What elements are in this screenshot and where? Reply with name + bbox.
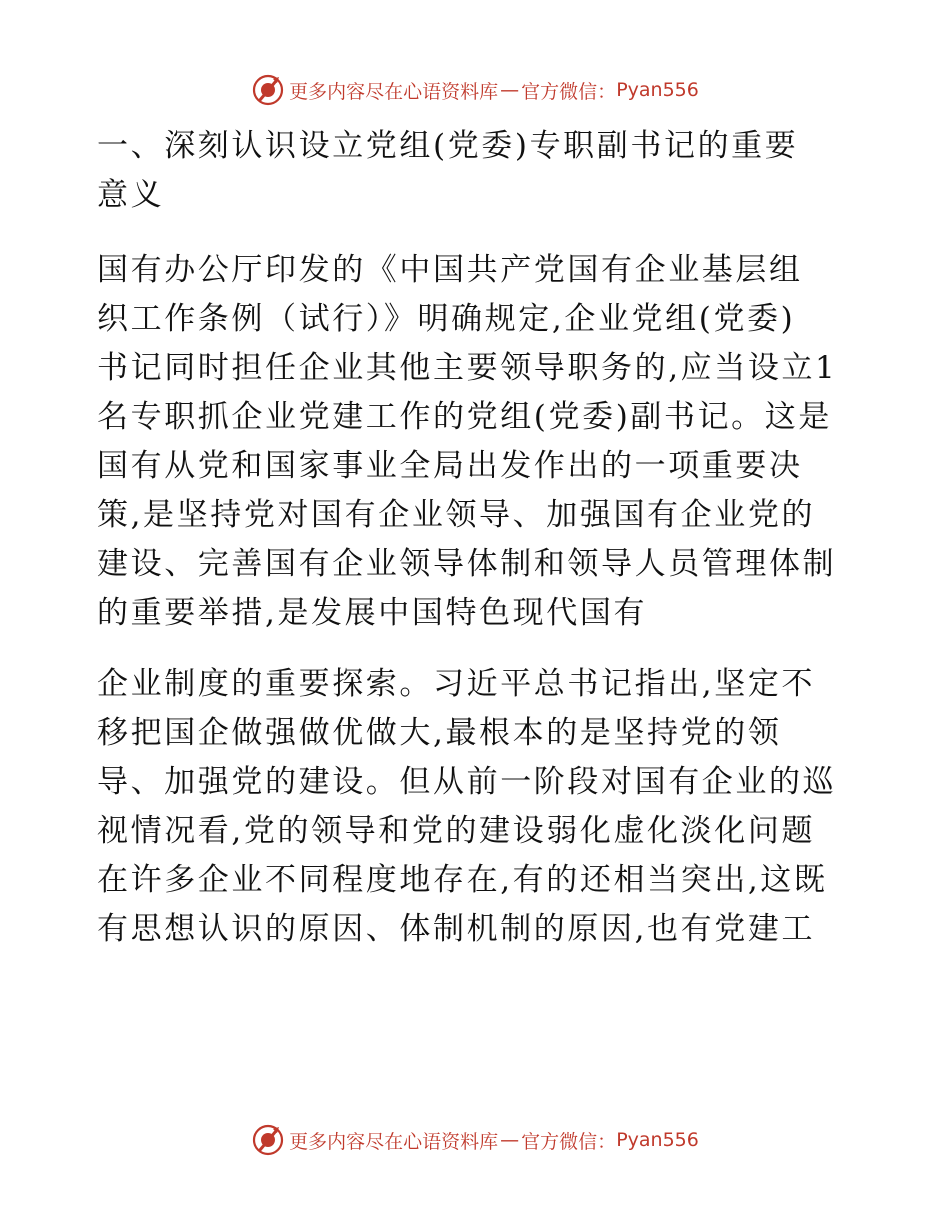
watermark-wechat-id: Pyan556: [616, 1129, 699, 1151]
paragraph-line: 移把国企做强做优做大,最根本的是坚持党的领: [97, 715, 782, 751]
paragraph-line: 在许多企业不同程度地存在,有的还相当突出,这既: [97, 862, 828, 898]
pen-circle-logo-icon: [251, 73, 285, 107]
watermark-wechat-id: Pyan556: [616, 79, 699, 101]
paragraph-line: 名专职抓企业党建工作的党组(党委)副书记。这是: [97, 399, 832, 435]
paragraph-line: 企业制度的重要探索。习近平总书记指出,坚定不: [97, 666, 816, 702]
header-watermark: [0, 70, 950, 110]
watermark-site-text: 更多内容尽在心语资料库: [289, 1130, 499, 1153]
paragraph-2: [97, 660, 857, 954]
paragraph-line: 建设、完善国有企业领导体制和领导人员管理体制: [97, 546, 837, 582]
paragraph-1: [97, 246, 857, 638]
paragraph-line: 书记同时担任企业其他主要领导职务的,应当设立1: [97, 350, 838, 386]
paragraph-line: 的重要举措,是发展中国特色现代国有: [97, 595, 648, 631]
paragraph-line: 策,是坚持党对国有企业领导、加强国有企业党的: [97, 497, 816, 533]
heading-line: 意义: [97, 177, 165, 213]
paragraph-line: 视情况看,党的领导和党的建设弱化虚化淡化问题: [97, 813, 816, 849]
document-body: [97, 122, 857, 954]
paragraph-line: 国有办公厅印发的《中国共产党国有企业基层组: [97, 252, 803, 288]
watermark-site-text: 更多内容尽在心语资料库: [289, 80, 499, 103]
paragraph-line: 导、加强党的建设。但从前一阶段对国有企业的巡: [97, 764, 837, 800]
footer-watermark: [0, 1120, 950, 1160]
paragraph-line: 织工作条例（试行）》明确规定,企业党组(党委): [97, 301, 796, 337]
spacer: [97, 638, 857, 660]
paragraph-line: 国有从党和国家事业全局出发作出的一项重要决: [97, 448, 803, 484]
paragraph-line: 有思想认识的原因、体制机制的原因,也有党建工: [97, 911, 816, 947]
heading-line: 一、深刻认识设立党组(党委)专职副书记的重要: [97, 128, 799, 164]
watermark-label: 官方微信：: [521, 80, 617, 103]
watermark-dash: —: [500, 1129, 520, 1151]
watermark-dash: —: [500, 79, 520, 101]
spacer: [97, 220, 857, 246]
section-heading: [97, 122, 857, 220]
watermark-label: 官方微信：: [521, 1130, 617, 1153]
pen-circle-logo-icon: [251, 1123, 285, 1157]
